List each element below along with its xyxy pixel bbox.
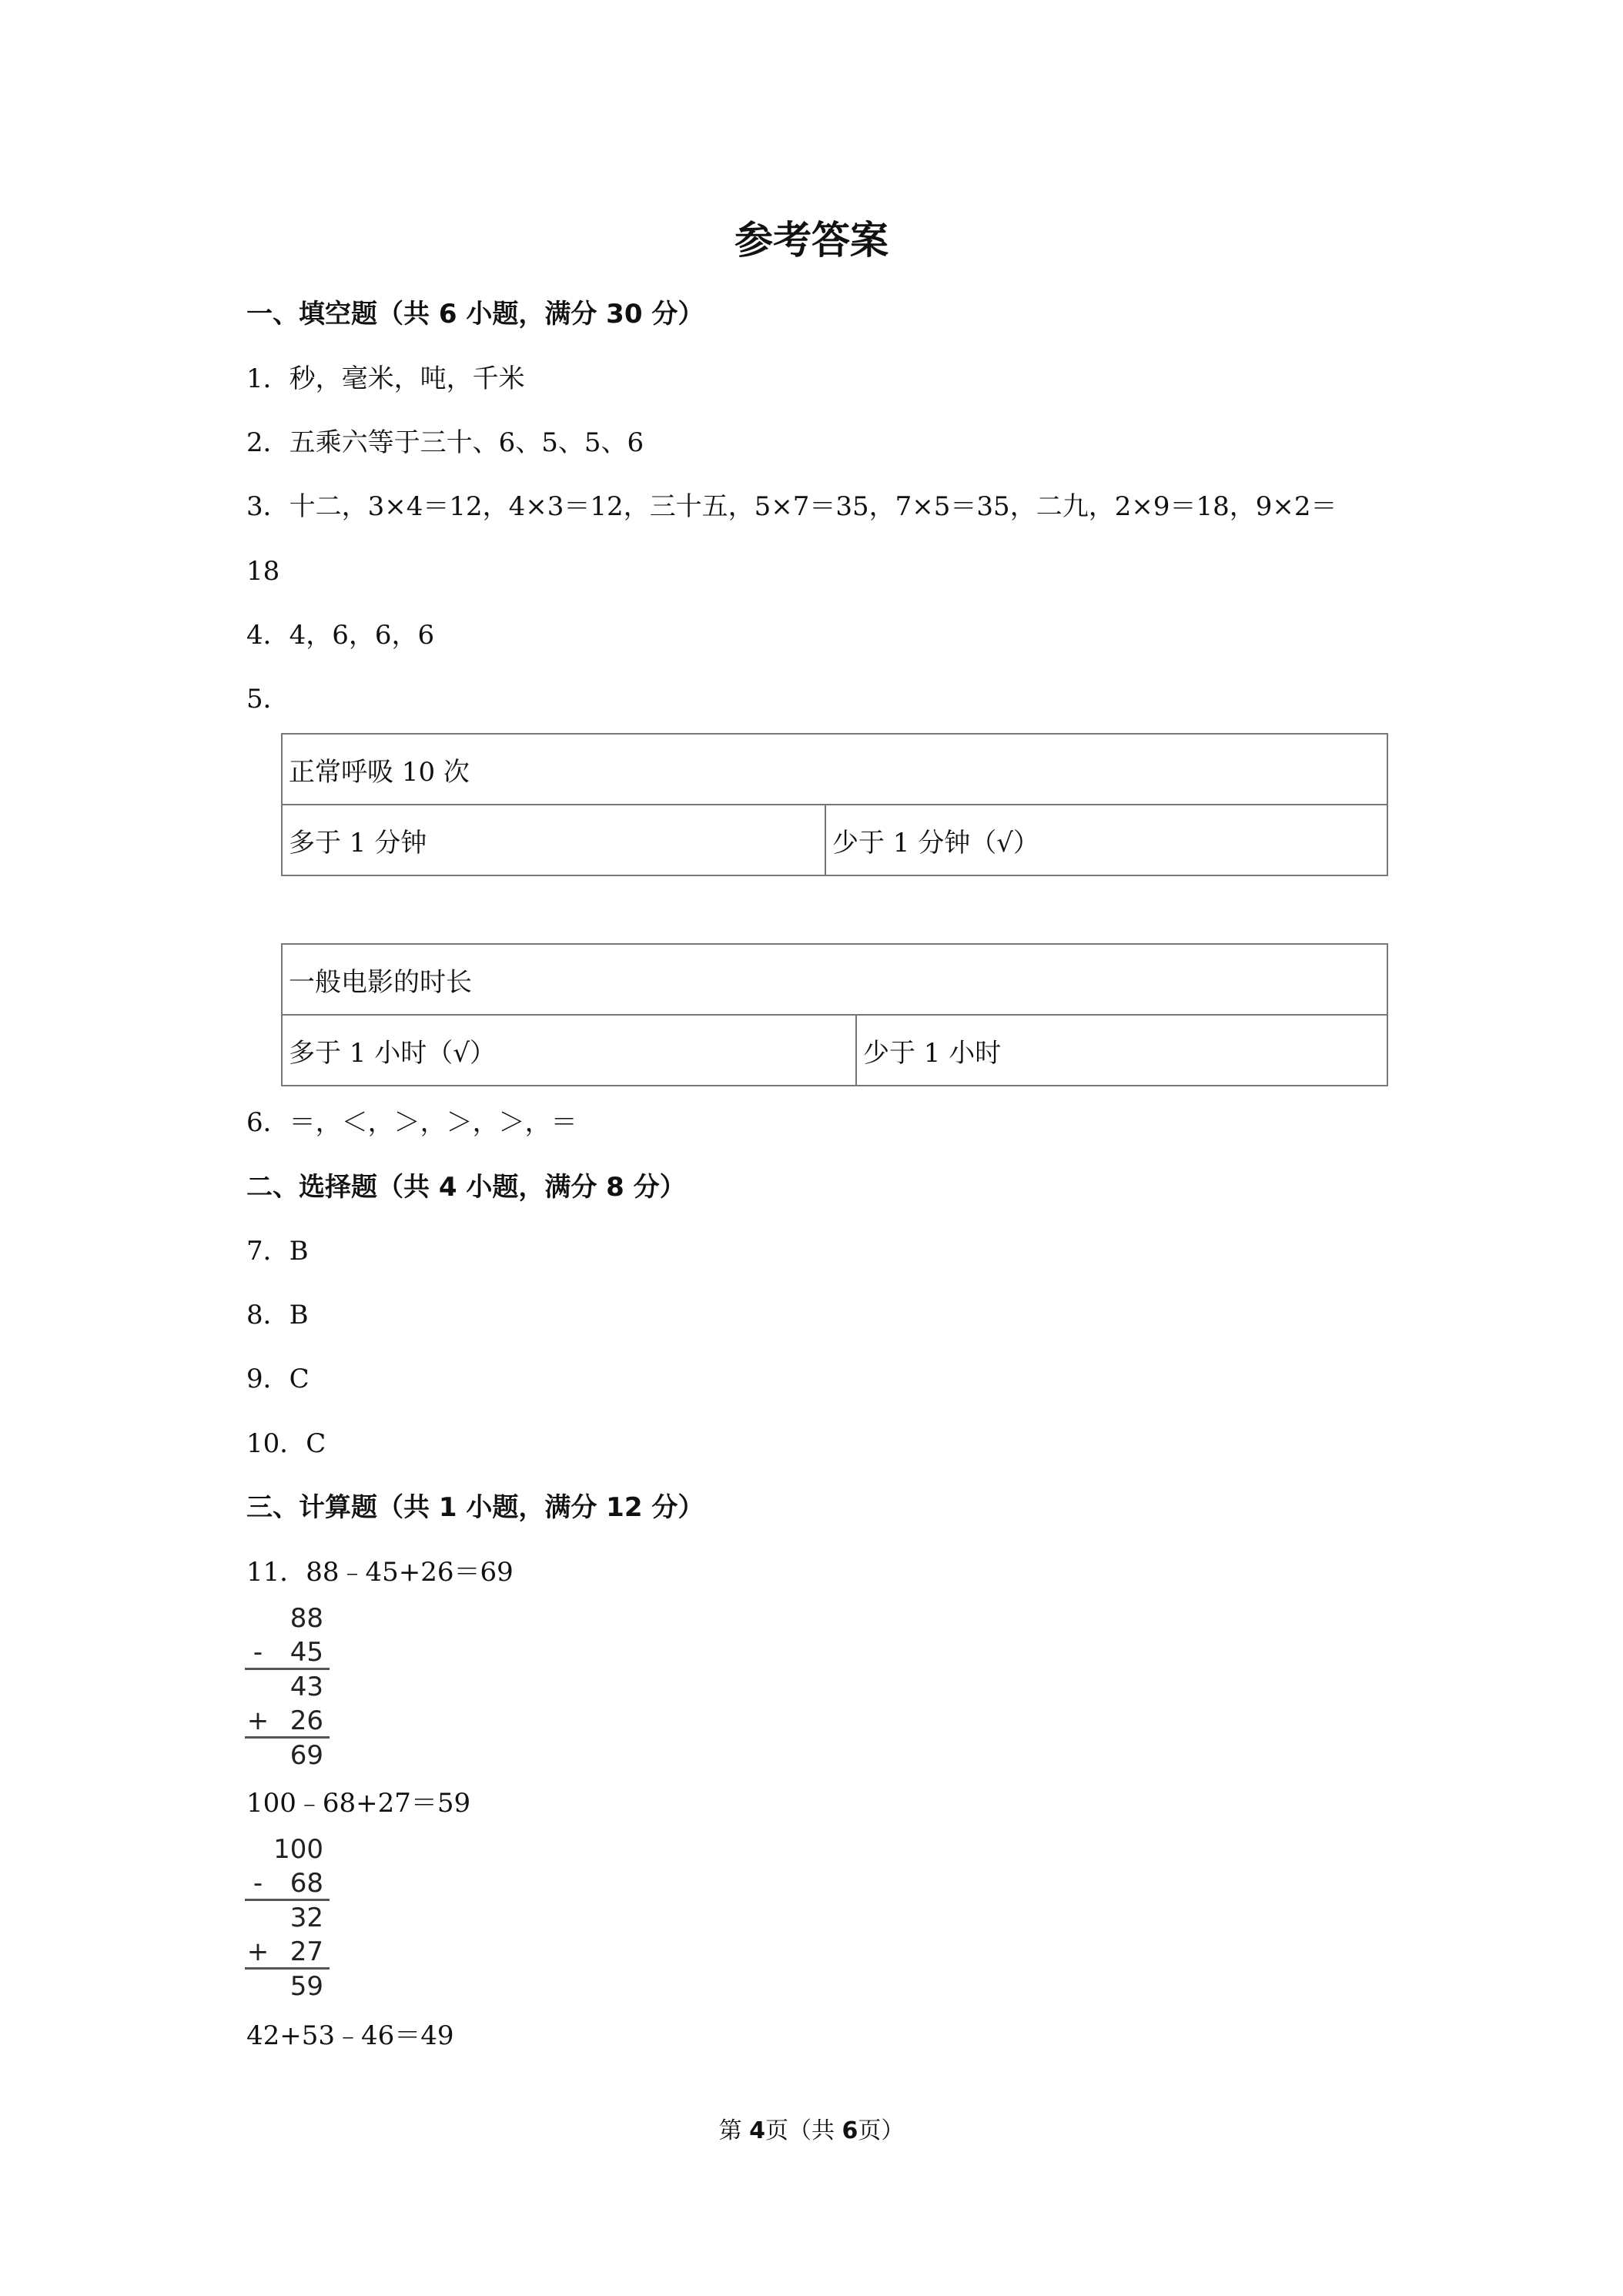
answer-11: 11．88﹣45+26＝69 bbox=[246, 1557, 514, 1588]
vertical-calculation-2 bbox=[245, 1832, 331, 2003]
table-header: 正常呼吸 10 次 bbox=[282, 734, 1387, 805]
vertical-calculation-1 bbox=[245, 1602, 331, 1772]
answer-5-table-breathing bbox=[281, 733, 1388, 876]
answer-4: 4．4，6，6，6 bbox=[246, 620, 435, 651]
calc-result: 43 bbox=[289, 1672, 323, 1702]
section-heading-choice: 二、选择题（共 4 小题，满分 8 分） bbox=[246, 1172, 686, 1203]
minus-sign: - bbox=[253, 1868, 263, 1899]
calc-result: 32 bbox=[289, 1903, 323, 1933]
answer-3-line2: 18 bbox=[246, 556, 280, 587]
answer-3-line1: 3．十二，3×4＝12，4×3＝12，三十五，5×7＝35，7×5＝35，二九，2×9＝18，9×2＝ bbox=[246, 491, 1337, 522]
calc-result: 59 bbox=[289, 1971, 323, 2002]
answer-5: 5． bbox=[246, 684, 289, 715]
answer-10: 10．C bbox=[246, 1428, 326, 1459]
equation-2: 100﹣68+27＝59 bbox=[246, 1788, 471, 1819]
table-cell-less: 少于 1 小时 bbox=[856, 1015, 1387, 1086]
section-heading-calc: 三、计算题（共 1 小题，满分 12 分） bbox=[246, 1492, 704, 1523]
calc-operand: 45 bbox=[289, 1637, 323, 1668]
minus-sign: - bbox=[253, 1637, 263, 1668]
equation-3: 42+53﹣46＝49 bbox=[246, 2020, 454, 2051]
footer-middle: 页（共 bbox=[765, 2117, 842, 2144]
footer-suffix: 页） bbox=[858, 2117, 905, 2144]
calc-result: 69 bbox=[289, 1740, 323, 1771]
answer-7: 7．B bbox=[246, 1236, 309, 1267]
calc-operand: 27 bbox=[289, 1936, 323, 1967]
page-footer bbox=[0, 2111, 1623, 2145]
table-cell-more: 多于 1 小时（√） bbox=[282, 1015, 856, 1086]
section-heading-fill-blank: 一、填空题（共 6 小题，满分 30 分） bbox=[246, 299, 704, 330]
calc-operand: 100 bbox=[273, 1834, 323, 1865]
answer-1: 1．秒，毫米，吨，千米 bbox=[246, 363, 525, 394]
table-cell-more: 多于 1 分钟 bbox=[282, 805, 825, 875]
table-cell-less: 少于 1 分钟（√） bbox=[825, 805, 1387, 875]
answer-6: 6．＝，＜，＞，＞，＞，＝ bbox=[246, 1107, 577, 1138]
plus-sign: + bbox=[246, 1705, 269, 1736]
calc-operand: 26 bbox=[289, 1705, 323, 1736]
footer-page-number: 4 bbox=[749, 2117, 765, 2144]
answer-2: 2．五乘六等于三十、6、5、5、6 bbox=[246, 427, 644, 458]
calc-operand: 68 bbox=[289, 1868, 323, 1899]
answer-5-table-movie bbox=[281, 943, 1388, 1086]
table-header: 一般电影的时长 bbox=[282, 944, 1387, 1015]
calc-operand: 88 bbox=[289, 1603, 323, 1634]
page-title: 参考答案 bbox=[735, 218, 888, 263]
answer-9: 9．C bbox=[246, 1364, 310, 1394]
footer-prefix: 第 bbox=[718, 2117, 750, 2144]
plus-sign: + bbox=[246, 1936, 269, 1967]
footer-total-pages: 6 bbox=[842, 2117, 858, 2144]
answer-8: 8．B bbox=[246, 1300, 309, 1330]
